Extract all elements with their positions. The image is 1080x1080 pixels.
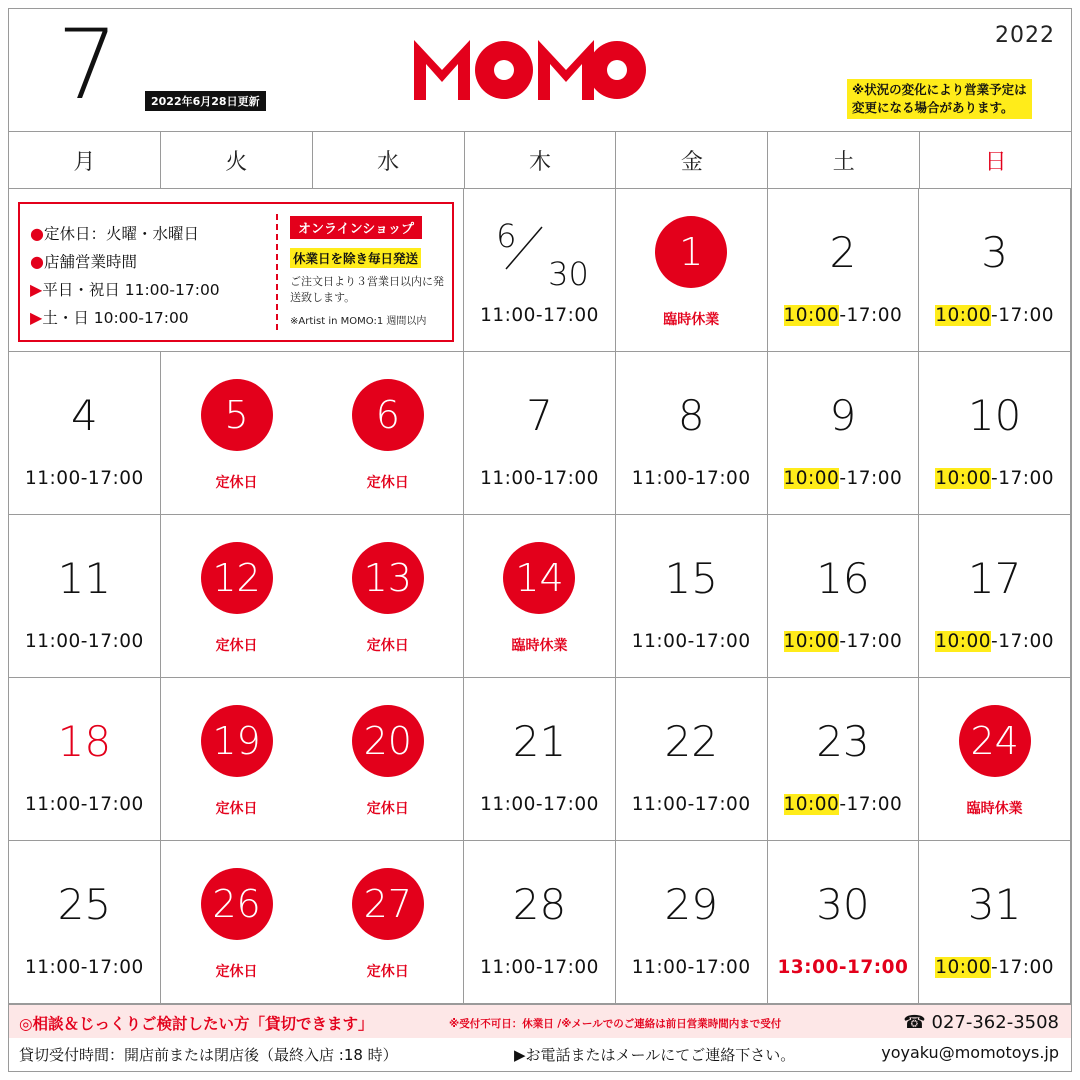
day-cell: [616, 678, 768, 841]
day-cell: [919, 515, 1071, 678]
day-cell: [312, 352, 464, 515]
business-hours: 11:00-17:00: [631, 957, 751, 978]
notice-line: 変更になる場合があります。: [852, 100, 1014, 115]
day-number-text: 7: [526, 390, 553, 440]
day-number-text: 17: [967, 553, 1022, 603]
day-cell: [768, 352, 920, 515]
momo-logo: [414, 40, 646, 100]
day-cell: [919, 841, 1071, 1004]
closed-label: 定休日: [366, 475, 409, 491]
day-number: [919, 380, 1070, 450]
weekend-hours-text: 土・日 10:00-17:00: [42, 309, 189, 327]
store-hours-title: 店舗営業時間: [43, 253, 137, 271]
weekday-label: 土: [768, 132, 920, 188]
business-hours: 11:00-17:00: [24, 957, 144, 978]
artist-note: ※Artist in MOMO:1 週間以内: [290, 316, 427, 327]
day-number-text: 26: [201, 868, 273, 940]
weekend-hours-line: [30, 304, 275, 332]
day-number-text: 5: [201, 379, 273, 451]
day-number-text: 3: [981, 227, 1008, 277]
closed-day-number: [161, 706, 313, 776]
day-cell: [464, 678, 616, 841]
day-number: [768, 543, 919, 613]
business-hours: [919, 468, 1070, 489]
closed-day-number: [312, 869, 463, 939]
day-number-text: 20: [352, 705, 424, 777]
closed-day-number: [161, 380, 313, 450]
close-time: -17:00: [839, 468, 903, 489]
month-part: 6: [496, 217, 517, 255]
day-cell: [919, 352, 1071, 515]
bullet-icon: ●: [30, 252, 44, 271]
day-number-text: 24: [959, 705, 1031, 777]
day-number: [616, 706, 767, 776]
day-cell: [768, 678, 920, 841]
private-booking-title: ◎相談＆じっくりご検討したい方「貸切できます」: [19, 1015, 374, 1033]
online-shop-badge: オンラインショップ: [290, 216, 422, 239]
day-number-text: 21: [512, 716, 567, 766]
weekday-label: 月: [9, 132, 161, 188]
business-hours: [768, 305, 919, 326]
day-number-text: 30: [816, 879, 870, 929]
day-number: [919, 543, 1070, 613]
day-cell: [919, 678, 1071, 841]
closed-label: 定休日: [366, 638, 409, 654]
footer-banner: [9, 1005, 1071, 1038]
highlighted-open-time: 10:00: [783, 631, 840, 652]
day-cell: [9, 841, 161, 1004]
day-number: [616, 543, 767, 613]
day-number-text: 29: [664, 879, 718, 929]
footer: [9, 1004, 1071, 1071]
triangle-icon: ▶: [30, 280, 43, 299]
closed-day-number: [312, 706, 463, 776]
day-cell-june-30: [464, 189, 616, 352]
date-june-30: [464, 215, 615, 295]
day-part: 30: [548, 255, 589, 293]
close-time: -17:00: [839, 631, 903, 652]
day-number-text: 16: [816, 553, 870, 603]
closed-label: 定休日: [215, 638, 258, 654]
dashed-divider: [276, 214, 278, 330]
day-cell: [464, 352, 616, 515]
day-cell: [9, 515, 161, 678]
closed-label: 臨時休業: [511, 638, 568, 654]
day-number-text: 25: [57, 879, 112, 929]
business-hours: 11:00-17:00: [480, 794, 599, 815]
day-number-text: 12: [201, 542, 273, 614]
business-hours: 11:00-17:00: [24, 794, 144, 815]
day-number: [9, 706, 160, 776]
business-hours: 11:00-17:00: [480, 468, 599, 489]
day-number-text: 27: [352, 868, 424, 940]
business-hours: [768, 468, 919, 489]
store-hours-title-line: [30, 248, 275, 276]
closed-label: 定休日: [366, 964, 409, 980]
business-hours: [919, 631, 1070, 652]
day-cell: [161, 678, 313, 841]
close-time: -17:00: [991, 305, 1055, 326]
day-cell: [9, 678, 161, 841]
closed-days-text: 定休日：火曜・水曜日: [43, 225, 199, 243]
business-hours: [919, 305, 1070, 326]
day-number-text: 9: [829, 390, 857, 440]
day-cell: [616, 515, 768, 678]
online-shop-info: [290, 216, 450, 327]
day-number: [9, 543, 160, 613]
highlighted-open-time: 10:00: [935, 468, 992, 489]
day-number: [464, 380, 615, 450]
closed-label: 定休日: [366, 801, 409, 817]
slash-icon: [504, 225, 544, 271]
day-number: [768, 869, 919, 939]
day-number-text: 19: [201, 705, 273, 777]
day-number: [464, 869, 615, 939]
calendar-header: [9, 9, 1071, 131]
day-cell: [768, 841, 920, 1004]
business-hours: 11:00-17:00: [480, 957, 599, 978]
bullet-icon: ●: [30, 224, 44, 243]
business-hours: 11:00-17:00: [24, 468, 144, 489]
info-box: [18, 202, 454, 342]
weekday-label-sunday: 日: [984, 149, 1007, 175]
day-number-text: 15: [664, 553, 718, 603]
reception-hours: 貸切受付時間：開店前または閉店後（最終入店 :18 時）: [19, 1046, 398, 1064]
highlighted-open-time: 10:00: [935, 305, 992, 326]
weekday-hours-text: 平日・祝日 11:00-17:00: [42, 281, 220, 299]
closed-day-number: [312, 543, 463, 613]
day-number: [464, 706, 615, 776]
highlighted-open-time: 10:00: [935, 957, 992, 978]
day-number-text: 8: [677, 390, 705, 440]
closed-day-number: [161, 543, 313, 613]
day-cell: [161, 841, 313, 1004]
day-number: [768, 217, 919, 287]
day-number-text: 31: [967, 879, 1022, 929]
day-cell: [919, 189, 1071, 352]
contact-note: ▶お電話またはメールにてご連絡下さい。: [514, 1046, 796, 1064]
updated-date: 2022年6月28日更新: [145, 91, 266, 111]
day-cell: [616, 352, 768, 515]
day-cell: [312, 515, 464, 678]
calendar-frame: [8, 8, 1072, 1072]
highlighted-open-time: 10:00: [783, 305, 840, 326]
day-number: [768, 380, 919, 450]
year-label: 2022: [995, 23, 1055, 48]
business-hours: 11:00-17:00: [631, 631, 751, 652]
day-number: [9, 380, 160, 450]
day-number: [919, 869, 1070, 939]
day-cell: [161, 352, 313, 515]
closed-day-number: [161, 869, 313, 939]
closed-label: 定休日: [215, 801, 258, 817]
shipping-note: ご注文日より３営業日以内に発送致します。: [290, 275, 444, 304]
close-time: -17:00: [839, 305, 903, 326]
highlighted-open-time: 10:00: [783, 794, 840, 815]
business-hours: 11:00-17:00: [631, 468, 751, 489]
closed-day-number: [464, 543, 615, 613]
day-cell: [464, 515, 616, 678]
info-cell: [9, 189, 464, 352]
shipping-badge: 休業日を除き毎日発送: [290, 248, 421, 268]
closed-label: 臨時休業: [966, 801, 1023, 817]
weekday-label: 火: [161, 132, 313, 188]
store-info: [30, 220, 275, 332]
highlighted-open-time: 10:00: [935, 631, 992, 652]
day-number-text: 18: [57, 716, 112, 766]
day-number: [9, 869, 160, 939]
schedule-notice: [847, 79, 1032, 119]
email-address: yoyaku@momotoys.jp: [881, 1043, 1059, 1062]
day-number: [616, 869, 767, 939]
weekday-label: 水: [313, 132, 465, 188]
day-cell: [464, 841, 616, 1004]
highlighted-open-time: 10:00: [783, 468, 840, 489]
closed-label: 定休日: [215, 475, 258, 491]
private-booking-note: ※受付不可日：休業日 /※メールでのご連絡は前日営業時間内まで受付: [449, 1018, 782, 1030]
day-cell: [161, 515, 313, 678]
close-time: -17:00: [991, 957, 1055, 978]
closed-day-number: [616, 217, 767, 287]
special-business-hours: 13:00-17:00: [777, 957, 909, 978]
day-cell: [616, 189, 768, 352]
business-hours: 11:00-17:00: [631, 794, 751, 815]
calendar-grid: [9, 189, 1071, 1004]
day-number-text: 10: [967, 390, 1022, 440]
day-number-text: 2: [829, 227, 857, 277]
day-number-text: 23: [816, 716, 870, 766]
closed-days-line: [30, 220, 275, 248]
phone-number: ☎ 027-362-3508: [903, 1012, 1059, 1033]
weekday-hours-line: [30, 276, 275, 304]
close-time: -17:00: [991, 631, 1055, 652]
day-cell: [768, 189, 920, 352]
day-number: [919, 217, 1070, 287]
weekday-header: [9, 131, 1071, 189]
business-hours: 11:00-17:00: [24, 631, 144, 652]
closed-day-number: [312, 380, 463, 450]
triangle-icon: ▶: [30, 308, 43, 327]
day-number: [768, 706, 919, 776]
weekday-label: 金: [616, 132, 768, 188]
day-number: [616, 380, 767, 450]
close-time: -17:00: [839, 794, 903, 815]
day-cell: [312, 678, 464, 841]
closed-label: 定休日: [215, 964, 258, 980]
closed-day-number: [919, 706, 1070, 776]
day-number-text: 22: [664, 716, 718, 766]
day-number-text: 11: [57, 553, 112, 603]
day-number-text: 6: [352, 379, 424, 451]
business-hours: 11:00-17:00: [480, 305, 599, 326]
close-time: -17:00: [991, 468, 1055, 489]
day-cell: [312, 841, 464, 1004]
day-number-text: 13: [352, 542, 424, 614]
weekday-label: 木: [465, 132, 617, 188]
day-number-text: 1: [655, 216, 727, 288]
business-hours: [768, 794, 919, 815]
day-number-text: 4: [70, 390, 98, 440]
day-cell: [616, 841, 768, 1004]
notice-line: ※状況の変化により営業予定は: [852, 82, 1027, 97]
business-hours: [768, 631, 919, 652]
day-number-text: 28: [512, 879, 567, 929]
day-cell: [9, 352, 161, 515]
month-number: 7: [57, 9, 119, 121]
closed-label: 臨時休業: [663, 312, 720, 328]
day-cell: [768, 515, 920, 678]
day-number-text: 14: [503, 542, 575, 614]
business-hours: [919, 957, 1070, 978]
